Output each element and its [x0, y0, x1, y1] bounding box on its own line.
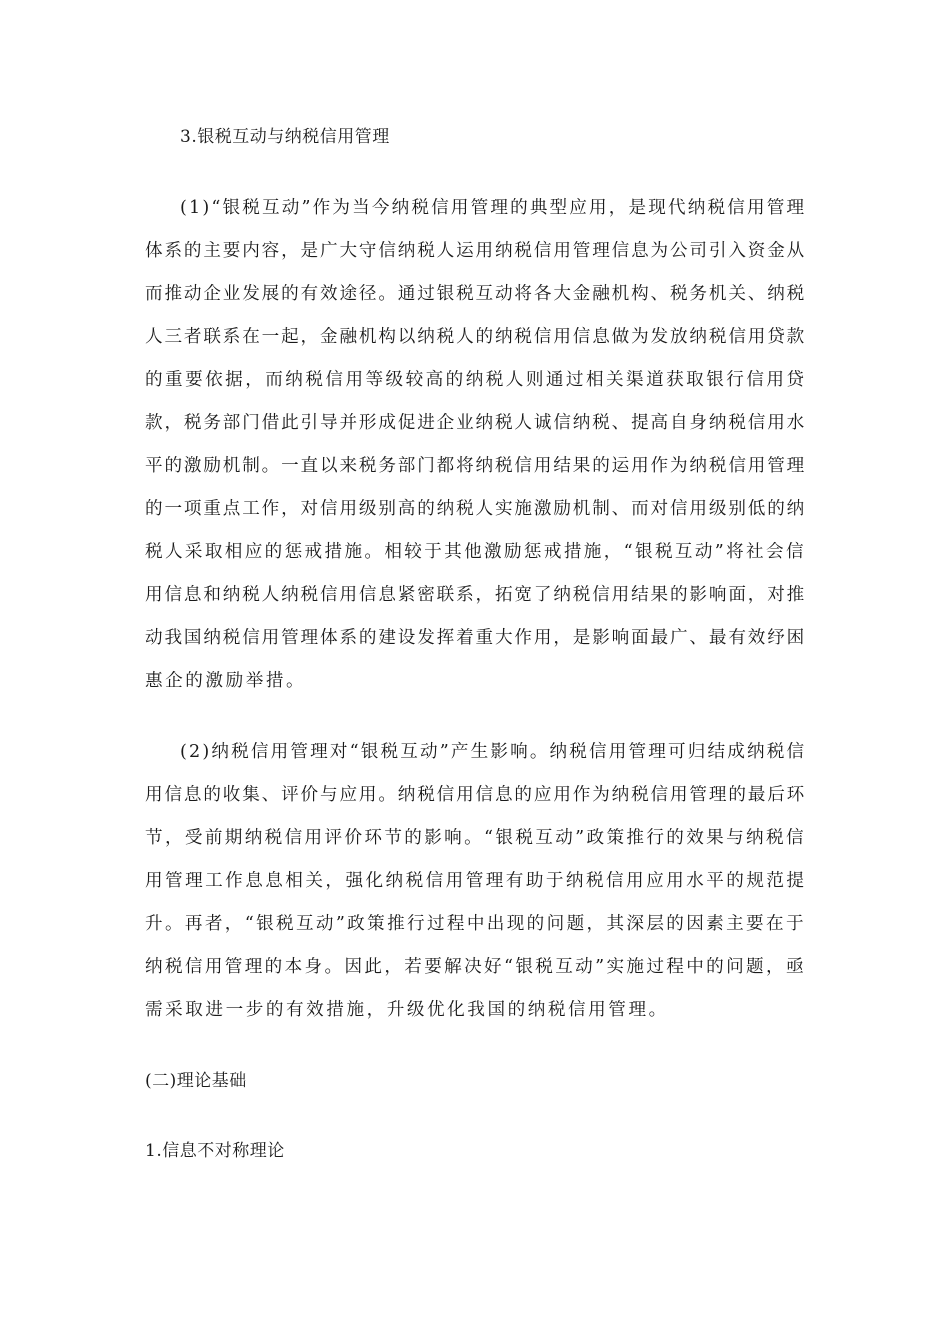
paragraph-2-line: 纳税信用管理的本身。因此，若要解决好“银税互动”实施过程中的问题，亟 — [145, 957, 806, 977]
paragraph-1-line: 而推动企业发展的有效途径。通过银税互动将各大金融机构、税务机关、纳税 — [145, 284, 807, 304]
paragraph-1-line: 平的激励机制。一直以来税务部门都将纳税信用结果的运用作为纳税信用管理 — [145, 456, 807, 476]
paragraph-1-line: 款，税务部门借此引导并形成促进企业纳税人诚信纳税、提高自身纳税信用水 — [145, 413, 807, 433]
paragraph-2-line: 需采取进一步的有效措施，升级优化我国的纳税信用管理。 — [145, 1000, 669, 1020]
paragraph-1-line: 的重要依据，而纳税信用等级较高的纳税人则通过相关渠道获取银行信用贷 — [145, 370, 807, 390]
section-3-heading: 3.银税互动与纳税信用管理 — [180, 127, 390, 147]
paragraph-1-line: 惠企的激励举措。 — [145, 671, 307, 691]
paragraph-2-line: 升。再者，“银税互动”政策推行过程中出现的问题，其深层的因素主要在于 — [145, 914, 806, 934]
paragraph-1-line: 动我国纳税信用管理体系的建设发挥着重大作用，是影响面最广、最有效纾困 — [145, 628, 807, 648]
paragraph-1-line: 的一项重点工作，对信用级别高的纳税人实施激励机制、而对信用级别低的纳 — [145, 499, 807, 519]
section-2-heading: (二)理论基础 — [145, 1071, 247, 1091]
paragraph-1-line: (1)“银税互动”作为当今纳税信用管理的典型应用，是现代纳税信用管理 — [180, 198, 807, 218]
paragraph-2-line: (2)纳税信用管理对“银税互动”产生影响。纳税信用管理可归结成纳税信 — [180, 742, 807, 762]
subsection-1-heading: 1.信息不对称理论 — [145, 1141, 285, 1161]
paragraph-2-line: 用管理工作息息相关，强化纳税信用管理有助于纳税信用应用水平的规范提 — [145, 871, 807, 891]
paragraph-1-line: 税人采取相应的惩戒措施。相较于其他激励惩戒措施，“银税互动”将社会信 — [145, 542, 806, 562]
paragraph-2-line: 节，受前期纳税信用评价环节的影响。“银税互动”政策推行的效果与纳税信 — [145, 828, 806, 848]
paragraph-2-line: 用信息的收集、评价与应用。纳税信用信息的应用作为纳税信用管理的最后环 — [145, 785, 807, 805]
paragraph-1-line: 体系的主要内容，是广大守信纳税人运用纳税信用管理信息为公司引入资金从 — [145, 241, 807, 261]
paragraph-1-line: 用信息和纳税人纳税信用信息紧密联系，拓宽了纳税信用结果的影响面，对推 — [145, 585, 807, 605]
paragraph-1-line: 人三者联系在一起，金融机构以纳税人的纳税信用信息做为发放纳税信用贷款 — [145, 327, 807, 347]
